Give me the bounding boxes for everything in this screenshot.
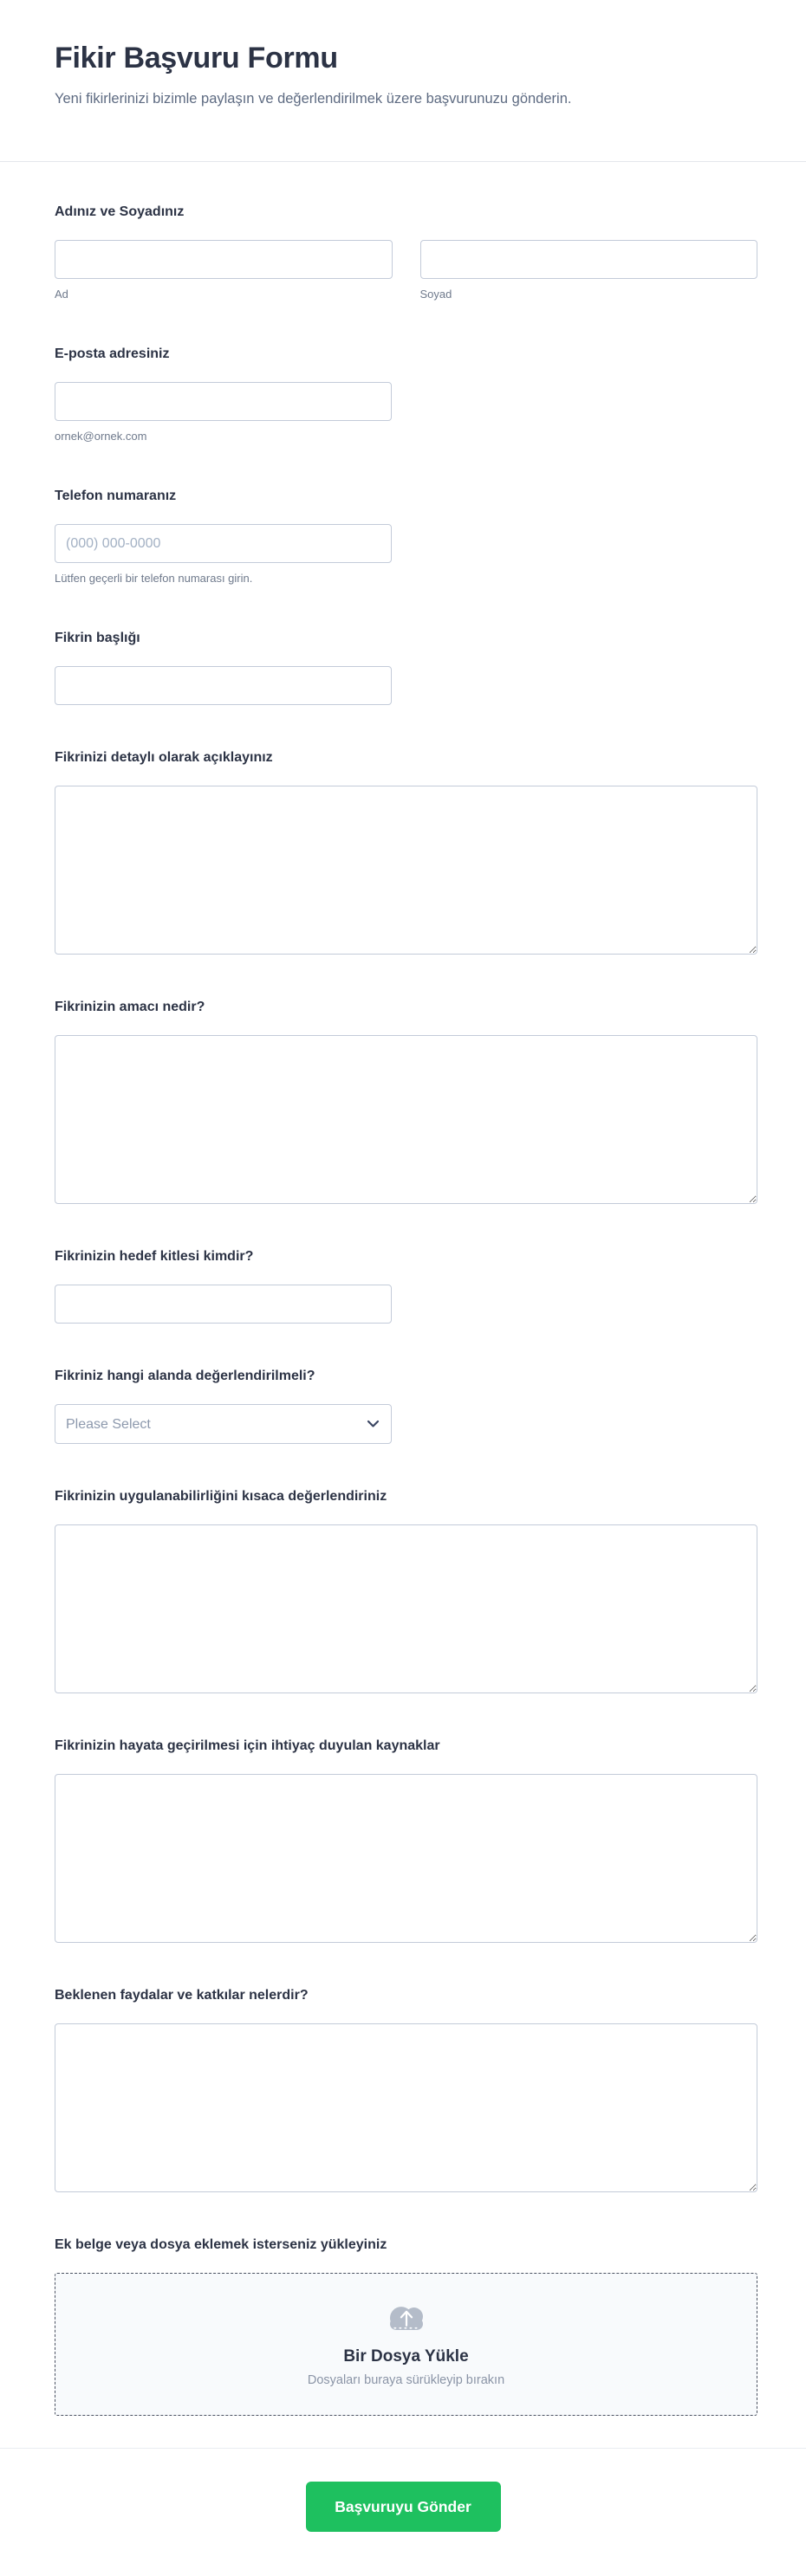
idea-purpose-textarea[interactable] [55, 1035, 757, 1204]
last-name-input[interactable] [420, 240, 758, 279]
file-upload-dropzone[interactable] [55, 2273, 757, 2416]
benefits-textarea[interactable] [55, 2023, 757, 2192]
idea-title-label: Fikrin başlığı [55, 631, 140, 645]
phone-helper-text: Lütfen geçerli bir telefon numarası girin. [55, 572, 253, 585]
form-title: Fikir Başvuru Formu [55, 42, 338, 74]
question-feasibility [55, 1488, 757, 1693]
first-name-sublabel: Ad [55, 288, 68, 301]
upload-hint: Dosyaları buraya sürükleyip bırakın [307, 2372, 505, 2387]
phone-input[interactable] [55, 524, 392, 563]
form-body [0, 162, 806, 2416]
phone-label: Telefon numaranız [55, 489, 177, 503]
idea-details-textarea[interactable] [55, 786, 757, 955]
benefits-label: Beklenen faydalar ve katkılar nelerdir? [55, 1988, 309, 2003]
question-resources [55, 1738, 757, 1943]
idea-details-label: Fikrinizi detaylı olarak açıklayınız [55, 750, 273, 765]
question-phone [55, 488, 757, 586]
question-file-upload [55, 2236, 757, 2416]
feasibility-label: Fikrinizin uygulanabilirliğini kısaca değerlendiriniz [55, 1489, 387, 1504]
question-idea-details [55, 749, 757, 955]
question-evaluation-area [55, 1368, 757, 1444]
first-name-input[interactable] [55, 240, 393, 279]
full-name-label: Adınız ve Soyadınız [55, 204, 185, 219]
email-input[interactable] [55, 382, 392, 421]
upload-title: Bir Dosya Yükle [343, 2346, 469, 2366]
file-upload-label: Ek belge veya dosya eklemek isterseniz yükleyiniz [55, 2237, 387, 2252]
question-idea-title [55, 630, 757, 705]
evaluation-area-label: Fikriniz hangi alanda değerlendirilmeli? [55, 1369, 315, 1383]
evaluation-area-select[interactable] [55, 1404, 392, 1444]
submit-button[interactable]: Başvuruyu Gönder [306, 2482, 501, 2532]
target-audience-label: Fikrinizin hedef kitlesi kimdir? [55, 1249, 254, 1264]
cloud-upload-icon [384, 2302, 429, 2335]
question-email [55, 346, 757, 443]
feasibility-textarea[interactable] [55, 1524, 757, 1693]
email-sublabel: ornek@ornek.com [55, 430, 147, 443]
target-audience-input[interactable] [55, 1285, 392, 1324]
idea-title-input[interactable] [55, 666, 392, 705]
form-header [0, 0, 806, 162]
resources-label: Fikrinizin hayata geçirilmesi için ihtiyaç duyulan kaynaklar [55, 1738, 440, 1753]
question-idea-purpose [55, 999, 757, 1204]
resources-textarea[interactable] [55, 1774, 757, 1943]
form-footer [0, 2449, 806, 2576]
question-target-audience [55, 1248, 757, 1324]
form-subtitle: Yeni fikirlerinizi bizimle paylaşın ve değerlendirilmek üzere başvurunuzu gönderin. [55, 91, 572, 107]
last-name-sublabel: Soyad [419, 288, 452, 301]
question-full-name [55, 204, 757, 301]
question-benefits [55, 1987, 757, 2192]
email-label: E-posta adresiniz [55, 346, 170, 361]
idea-purpose-label: Fikrinizin amacı nedir? [55, 1000, 205, 1014]
